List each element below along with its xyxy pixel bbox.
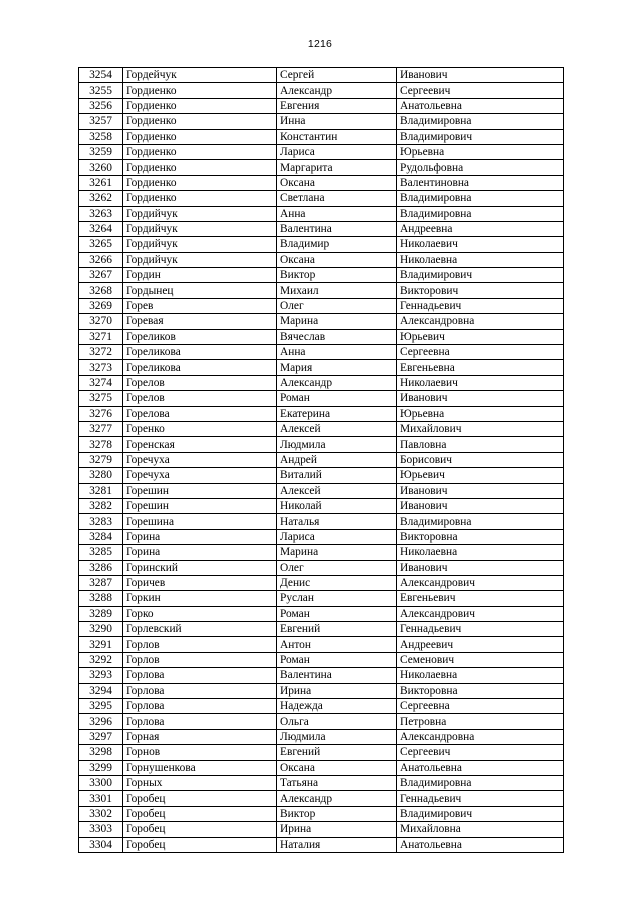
first-name-cell: Марина bbox=[277, 545, 397, 560]
patronymic-cell: Сергеевич bbox=[397, 83, 564, 98]
row-number-cell: 3285 bbox=[79, 545, 123, 560]
patronymic-cell: Евгеньевна bbox=[397, 360, 564, 375]
row-number-cell: 3270 bbox=[79, 314, 123, 329]
first-name-cell: Алексей bbox=[277, 483, 397, 498]
surname-cell: Гордин bbox=[123, 268, 277, 283]
surname-cell: Горобец bbox=[123, 837, 277, 852]
table-row bbox=[79, 529, 564, 544]
row-number-cell: 3286 bbox=[79, 560, 123, 575]
row-number-cell: 3296 bbox=[79, 714, 123, 729]
row-number-cell: 3261 bbox=[79, 175, 123, 190]
first-name-cell: Александр bbox=[277, 83, 397, 98]
surname-cell: Горина bbox=[123, 545, 277, 560]
first-name-cell: Анна bbox=[277, 206, 397, 221]
table-row bbox=[79, 545, 564, 560]
first-name-cell: Светлана bbox=[277, 191, 397, 206]
table-row bbox=[79, 360, 564, 375]
patronymic-cell: Семенович bbox=[397, 652, 564, 667]
table-row bbox=[79, 160, 564, 175]
row-number-cell: 3302 bbox=[79, 806, 123, 821]
row-number-cell: 3291 bbox=[79, 637, 123, 652]
table-row bbox=[79, 437, 564, 452]
surname-cell: Горинский bbox=[123, 560, 277, 575]
first-name-cell: Роман bbox=[277, 391, 397, 406]
surname-cell: Горина bbox=[123, 529, 277, 544]
table-row bbox=[79, 652, 564, 667]
first-name-cell: Анна bbox=[277, 345, 397, 360]
patronymic-cell: Николаевна bbox=[397, 252, 564, 267]
surname-cell: Гордиенко bbox=[123, 144, 277, 159]
table-row bbox=[79, 637, 564, 652]
table-row bbox=[79, 498, 564, 513]
table-row bbox=[79, 606, 564, 621]
patronymic-cell: Николаевна bbox=[397, 668, 564, 683]
surname-cell: Гордейчук bbox=[123, 68, 277, 83]
table-row bbox=[79, 68, 564, 83]
table-row bbox=[79, 729, 564, 744]
row-number-cell: 3278 bbox=[79, 437, 123, 452]
patronymic-cell: Геннадьевич bbox=[397, 791, 564, 806]
table-row bbox=[79, 791, 564, 806]
surname-cell: Гореликова bbox=[123, 345, 277, 360]
row-number-cell: 3262 bbox=[79, 191, 123, 206]
first-name-cell: Татьяна bbox=[277, 775, 397, 790]
table-row bbox=[79, 375, 564, 390]
patronymic-cell: Геннадьевич bbox=[397, 298, 564, 313]
patronymic-cell: Сергеевна bbox=[397, 699, 564, 714]
table-row bbox=[79, 268, 564, 283]
surname-cell: Горлевский bbox=[123, 622, 277, 637]
surname-cell: Гордиенко bbox=[123, 83, 277, 98]
table-row bbox=[79, 175, 564, 190]
row-number-cell: 3267 bbox=[79, 268, 123, 283]
first-name-cell: Евгений bbox=[277, 745, 397, 760]
surname-cell: Горешина bbox=[123, 514, 277, 529]
patronymic-cell: Павловна bbox=[397, 437, 564, 452]
patronymic-cell: Николаевич bbox=[397, 375, 564, 390]
row-number-cell: 3266 bbox=[79, 252, 123, 267]
first-name-cell: Олег bbox=[277, 560, 397, 575]
surname-cell: Гордиенко bbox=[123, 98, 277, 113]
first-name-cell: Сергей bbox=[277, 68, 397, 83]
table-row bbox=[79, 575, 564, 590]
patronymic-cell: Владимировна bbox=[397, 514, 564, 529]
surname-cell: Горлова bbox=[123, 699, 277, 714]
first-name-cell: Оксана bbox=[277, 760, 397, 775]
patronymic-cell: Викторович bbox=[397, 283, 564, 298]
table-row bbox=[79, 114, 564, 129]
table-row bbox=[79, 699, 564, 714]
table-row bbox=[79, 98, 564, 113]
row-number-cell: 3259 bbox=[79, 144, 123, 159]
table-row bbox=[79, 837, 564, 852]
patronymic-cell: Михайлович bbox=[397, 421, 564, 436]
surname-cell: Горнов bbox=[123, 745, 277, 760]
surname-cell: Горлова bbox=[123, 714, 277, 729]
row-number-cell: 3289 bbox=[79, 606, 123, 621]
table-row bbox=[79, 221, 564, 236]
surname-cell: Горлов bbox=[123, 652, 277, 667]
first-name-cell: Людмила bbox=[277, 729, 397, 744]
table-row bbox=[79, 622, 564, 637]
first-name-cell: Наталия bbox=[277, 837, 397, 852]
patronymic-cell: Николаевич bbox=[397, 237, 564, 252]
surname-cell: Гордийчук bbox=[123, 221, 277, 236]
row-number-cell: 3268 bbox=[79, 283, 123, 298]
row-number-cell: 3284 bbox=[79, 529, 123, 544]
first-name-cell: Роман bbox=[277, 606, 397, 621]
row-number-cell: 3293 bbox=[79, 668, 123, 683]
table-row bbox=[79, 391, 564, 406]
patronymic-cell: Николаевна bbox=[397, 545, 564, 560]
surname-cell: Горных bbox=[123, 775, 277, 790]
first-name-cell: Евгения bbox=[277, 98, 397, 113]
surname-cell: Горкин bbox=[123, 591, 277, 606]
row-number-cell: 3272 bbox=[79, 345, 123, 360]
row-number-cell: 3298 bbox=[79, 745, 123, 760]
surname-cell: Гордиенко bbox=[123, 129, 277, 144]
patronymic-cell: Анатольевна bbox=[397, 760, 564, 775]
surname-cell: Горлова bbox=[123, 668, 277, 683]
first-name-cell: Михаил bbox=[277, 283, 397, 298]
patronymic-cell: Сергеевна bbox=[397, 345, 564, 360]
table-row bbox=[79, 144, 564, 159]
surname-cell: Гордиенко bbox=[123, 191, 277, 206]
row-number-cell: 3294 bbox=[79, 683, 123, 698]
table-row bbox=[79, 345, 564, 360]
patronymic-cell: Иванович bbox=[397, 560, 564, 575]
first-name-cell: Лариса bbox=[277, 144, 397, 159]
first-name-cell: Ирина bbox=[277, 822, 397, 837]
first-name-cell: Инна bbox=[277, 114, 397, 129]
table-row bbox=[79, 191, 564, 206]
row-number-cell: 3300 bbox=[79, 775, 123, 790]
table-row bbox=[79, 822, 564, 837]
row-number-cell: 3260 bbox=[79, 160, 123, 175]
surname-cell: Горенко bbox=[123, 421, 277, 436]
patronymic-cell: Иванович bbox=[397, 391, 564, 406]
first-name-cell: Денис bbox=[277, 575, 397, 590]
patronymic-cell: Юрьевич bbox=[397, 468, 564, 483]
table-row bbox=[79, 283, 564, 298]
surname-cell: Гордийчук bbox=[123, 237, 277, 252]
patronymic-cell: Александрович bbox=[397, 606, 564, 621]
row-number-cell: 3255 bbox=[79, 83, 123, 98]
registry-table-body bbox=[79, 68, 564, 853]
surname-cell: Горечуха bbox=[123, 468, 277, 483]
row-number-cell: 3264 bbox=[79, 221, 123, 236]
first-name-cell: Роман bbox=[277, 652, 397, 667]
table-row bbox=[79, 668, 564, 683]
first-name-cell: Лариса bbox=[277, 529, 397, 544]
table-row bbox=[79, 483, 564, 498]
table-row bbox=[79, 683, 564, 698]
first-name-cell: Виталий bbox=[277, 468, 397, 483]
patronymic-cell: Александровна bbox=[397, 729, 564, 744]
table-row bbox=[79, 514, 564, 529]
row-number-cell: 3287 bbox=[79, 575, 123, 590]
first-name-cell: Ольга bbox=[277, 714, 397, 729]
table-row bbox=[79, 760, 564, 775]
surname-cell: Гореликов bbox=[123, 329, 277, 344]
surname-cell: Горко bbox=[123, 606, 277, 621]
row-number-cell: 3304 bbox=[79, 837, 123, 852]
patronymic-cell: Владимировна bbox=[397, 191, 564, 206]
patronymic-cell: Юрьевна bbox=[397, 406, 564, 421]
table-row bbox=[79, 206, 564, 221]
row-number-cell: 3301 bbox=[79, 791, 123, 806]
row-number-cell: 3263 bbox=[79, 206, 123, 221]
table-row bbox=[79, 129, 564, 144]
row-number-cell: 3282 bbox=[79, 498, 123, 513]
first-name-cell: Николай bbox=[277, 498, 397, 513]
row-number-cell: 3290 bbox=[79, 622, 123, 637]
first-name-cell: Владимир bbox=[277, 237, 397, 252]
row-number-cell: 3271 bbox=[79, 329, 123, 344]
surname-cell: Горобец bbox=[123, 791, 277, 806]
surname-cell: Горлова bbox=[123, 683, 277, 698]
row-number-cell: 3256 bbox=[79, 98, 123, 113]
surname-cell: Гордиенко bbox=[123, 160, 277, 175]
first-name-cell: Валентина bbox=[277, 221, 397, 236]
table-row bbox=[79, 560, 564, 575]
first-name-cell: Мария bbox=[277, 360, 397, 375]
patronymic-cell: Андреевна bbox=[397, 221, 564, 236]
table-row bbox=[79, 329, 564, 344]
table-row bbox=[79, 714, 564, 729]
patronymic-cell: Юрьевич bbox=[397, 329, 564, 344]
patronymic-cell: Борисович bbox=[397, 452, 564, 467]
first-name-cell: Валентина bbox=[277, 668, 397, 683]
page-number: 1216 bbox=[307, 38, 333, 50]
patronymic-cell: Александрович bbox=[397, 575, 564, 590]
table-row bbox=[79, 591, 564, 606]
table-row bbox=[79, 298, 564, 313]
patronymic-cell: Иванович bbox=[397, 68, 564, 83]
surname-cell: Гордынец bbox=[123, 283, 277, 298]
row-number-cell: 3299 bbox=[79, 760, 123, 775]
row-number-cell: 3288 bbox=[79, 591, 123, 606]
surname-cell: Горешин bbox=[123, 498, 277, 513]
row-number-cell: 3274 bbox=[79, 375, 123, 390]
first-name-cell: Ирина bbox=[277, 683, 397, 698]
first-name-cell: Андрей bbox=[277, 452, 397, 467]
table-row bbox=[79, 406, 564, 421]
row-number-cell: 3276 bbox=[79, 406, 123, 421]
surname-cell: Горечуха bbox=[123, 452, 277, 467]
surname-cell: Горев bbox=[123, 298, 277, 313]
surname-cell: Горелов bbox=[123, 375, 277, 390]
patronymic-cell: Александровна bbox=[397, 314, 564, 329]
first-name-cell: Оксана bbox=[277, 252, 397, 267]
table-row bbox=[79, 252, 564, 267]
patronymic-cell: Михайловна bbox=[397, 822, 564, 837]
surname-cell: Гордийчук bbox=[123, 252, 277, 267]
row-number-cell: 3303 bbox=[79, 822, 123, 837]
row-number-cell: 3283 bbox=[79, 514, 123, 529]
first-name-cell: Марина bbox=[277, 314, 397, 329]
table-row bbox=[79, 468, 564, 483]
patronymic-cell: Владимирович bbox=[397, 268, 564, 283]
first-name-cell: Александр bbox=[277, 375, 397, 390]
surname-cell: Горенская bbox=[123, 437, 277, 452]
patronymic-cell: Владимировна bbox=[397, 114, 564, 129]
table-row bbox=[79, 314, 564, 329]
first-name-cell: Екатерина bbox=[277, 406, 397, 421]
first-name-cell: Александр bbox=[277, 791, 397, 806]
first-name-cell: Виктор bbox=[277, 268, 397, 283]
patronymic-cell: Геннадьевич bbox=[397, 622, 564, 637]
row-number-cell: 3269 bbox=[79, 298, 123, 313]
first-name-cell: Евгений bbox=[277, 622, 397, 637]
patronymic-cell: Викторовна bbox=[397, 683, 564, 698]
first-name-cell: Виктор bbox=[277, 806, 397, 821]
row-number-cell: 3258 bbox=[79, 129, 123, 144]
surname-cell: Гореликова bbox=[123, 360, 277, 375]
table-row bbox=[79, 83, 564, 98]
first-name-cell: Людмила bbox=[277, 437, 397, 452]
surname-cell: Гордийчук bbox=[123, 206, 277, 221]
row-number-cell: 3254 bbox=[79, 68, 123, 83]
first-name-cell: Надежда bbox=[277, 699, 397, 714]
row-number-cell: 3281 bbox=[79, 483, 123, 498]
row-number-cell: 3273 bbox=[79, 360, 123, 375]
row-number-cell: 3277 bbox=[79, 421, 123, 436]
surname-cell: Горлов bbox=[123, 637, 277, 652]
patronymic-cell: Владимировна bbox=[397, 775, 564, 790]
surname-cell: Горешин bbox=[123, 483, 277, 498]
row-number-cell: 3257 bbox=[79, 114, 123, 129]
patronymic-cell: Валентиновна bbox=[397, 175, 564, 190]
patronymic-cell: Владимирович bbox=[397, 129, 564, 144]
row-number-cell: 3275 bbox=[79, 391, 123, 406]
first-name-cell: Олег bbox=[277, 298, 397, 313]
surname-cell: Горелов bbox=[123, 391, 277, 406]
patronymic-cell: Сергеевич bbox=[397, 745, 564, 760]
surname-cell: Горная bbox=[123, 729, 277, 744]
row-number-cell: 3292 bbox=[79, 652, 123, 667]
surname-cell: Горелова bbox=[123, 406, 277, 421]
patronymic-cell: Рудольфовна bbox=[397, 160, 564, 175]
patronymic-cell: Иванович bbox=[397, 498, 564, 513]
surname-cell: Горевая bbox=[123, 314, 277, 329]
row-number-cell: 3295 bbox=[79, 699, 123, 714]
patronymic-cell: Владимировна bbox=[397, 206, 564, 221]
patronymic-cell: Владимирович bbox=[397, 806, 564, 821]
table-row bbox=[79, 745, 564, 760]
patronymic-cell: Анатольевна bbox=[397, 98, 564, 113]
first-name-cell: Оксана bbox=[277, 175, 397, 190]
first-name-cell: Вячеслав bbox=[277, 329, 397, 344]
first-name-cell: Антон bbox=[277, 637, 397, 652]
first-name-cell: Руслан bbox=[277, 591, 397, 606]
patronymic-cell: Викторовна bbox=[397, 529, 564, 544]
patronymic-cell: Евгеньевич bbox=[397, 591, 564, 606]
surname-cell: Горичев bbox=[123, 575, 277, 590]
table-row bbox=[79, 237, 564, 252]
surname-cell: Гордиенко bbox=[123, 175, 277, 190]
patronymic-cell: Анатольевна bbox=[397, 837, 564, 852]
row-number-cell: 3265 bbox=[79, 237, 123, 252]
table-row bbox=[79, 806, 564, 821]
table-row bbox=[79, 775, 564, 790]
first-name-cell: Маргарита bbox=[277, 160, 397, 175]
patronymic-cell: Юрьевна bbox=[397, 144, 564, 159]
table-row bbox=[79, 452, 564, 467]
first-name-cell: Константин bbox=[277, 129, 397, 144]
table-row bbox=[79, 421, 564, 436]
patronymic-cell: Петровна bbox=[397, 714, 564, 729]
surname-cell: Горобец bbox=[123, 806, 277, 821]
patronymic-cell: Андреевич bbox=[397, 637, 564, 652]
row-number-cell: 3297 bbox=[79, 729, 123, 744]
surname-cell: Горобец bbox=[123, 822, 277, 837]
patronymic-cell: Иванович bbox=[397, 483, 564, 498]
surname-cell: Горнушенкова bbox=[123, 760, 277, 775]
registry-table bbox=[78, 67, 564, 853]
first-name-cell: Наталья bbox=[277, 514, 397, 529]
first-name-cell: Алексей bbox=[277, 421, 397, 436]
row-number-cell: 3279 bbox=[79, 452, 123, 467]
row-number-cell: 3280 bbox=[79, 468, 123, 483]
surname-cell: Гордиенко bbox=[123, 114, 277, 129]
